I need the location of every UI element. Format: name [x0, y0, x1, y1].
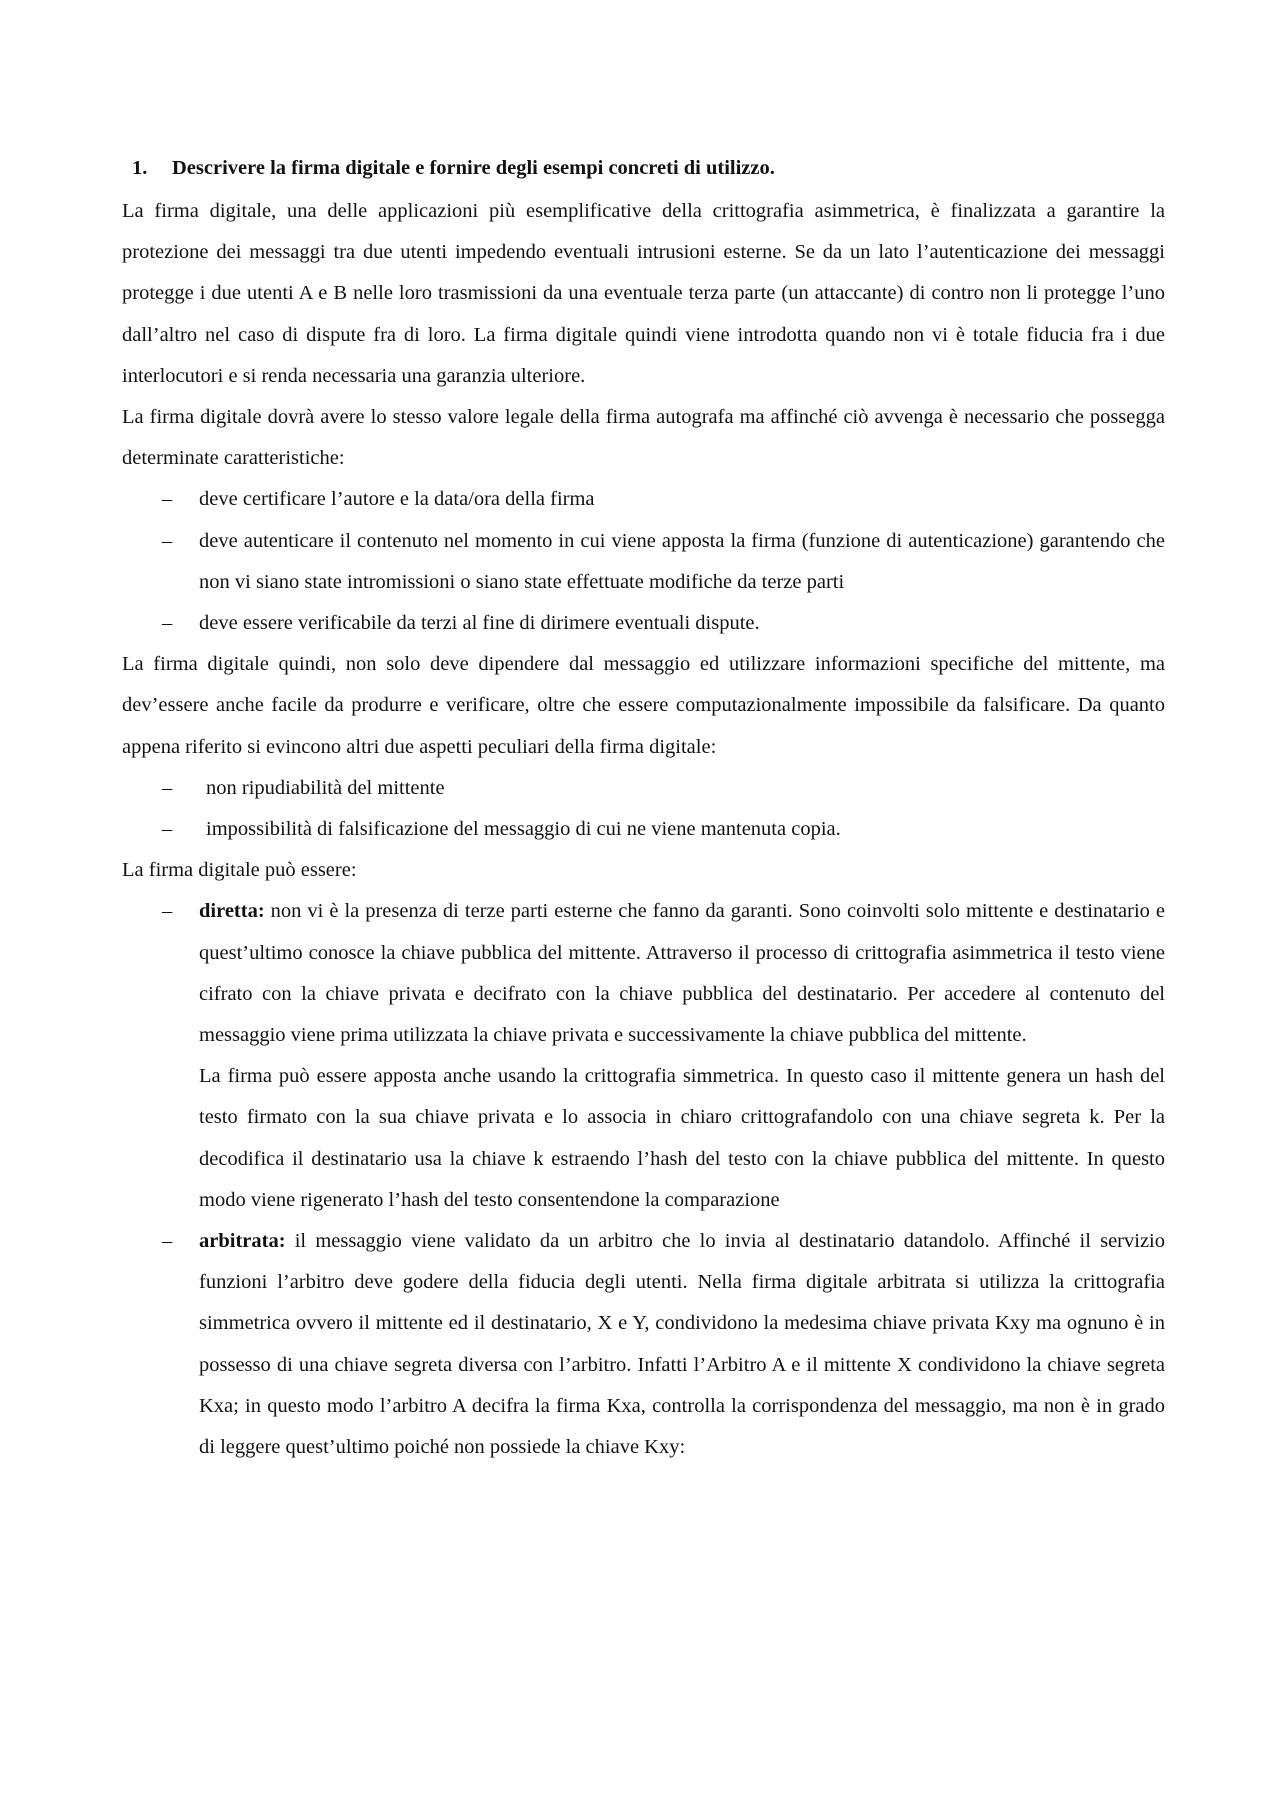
- diretta-text: non vi è la presenza di terze parti esterne che fanno da garanti. Sono coinvolti solo mittente e destinatario e quest’ultimo conosce la chiave pubblica del mittente. Attraverso il processo di crittografia asimmetrica il testo viene cifrato con la chiave privata e decifrato con la chiave pubblica del destinatario. Per accedere al contenuto del messaggio viene prima utilizzata la chiave privata e successivamente la chiave pubblica del mittente.: [199, 900, 1165, 1047]
- term-diretta: diretta:: [199, 900, 265, 923]
- diretta-text-symmetric: La firma può essere apposta anche usando la crittografia simmetrica. In questo caso il mittente genera un hash del testo firmato con la sua chiave privata e lo associa in chiaro crittografandolo con una chiave segreta k. Per la decodifica il destinatario usa la chiave k estraendo l’hash del testo con la chiave pubblica del mittente. In questo modo viene rigenerato l’hash del testo consentendone la comparazione: [199, 1065, 1165, 1211]
- list-item-text: deve autenticare il contenuto nel momento in cui viene apposta la firma (funzione di autenticazione) garantendo che non vi siano state intromissioni o siano state effettuate modifiche da terze parti: [199, 529, 1165, 593]
- list-item-arbitrata: [122, 1221, 1165, 1468]
- dash-bullet: –: [162, 776, 173, 799]
- list-item: [122, 768, 1165, 809]
- document-body: [122, 191, 1165, 1468]
- aspects-list: [122, 768, 1165, 850]
- dash-bullet: –: [162, 818, 173, 841]
- dash-bullet: –: [162, 900, 173, 923]
- dash-bullet: –: [162, 488, 173, 511]
- list-item-text: non ripudiabilità del mittente: [206, 776, 445, 799]
- heading-text: Descrivere la firma digitale e fornire degli esempi concreti di utilizzo.: [172, 157, 775, 179]
- paragraph-types: La firma digitale può essere:: [122, 859, 357, 882]
- paragraph-requirements: La firma digitale dovrà avere lo stesso valore legale della firma autografa ma affinché ciò avvenga è necessario che possegga determinate caratteristiche:: [122, 406, 1165, 470]
- paragraph-aspects: La firma digitale quindi, non solo deve dipendere dal messaggio ed utilizzare informazioni specifiche del mittente, ma dev’essere anche facile da produrre e verificare, oltre che essere computazionalmente impossibile da falsificare. Da quanto appena riferito si evincono altri due aspetti peculiari della firma digitale:: [122, 653, 1165, 758]
- paragraph-intro: La firma digitale, una delle applicazioni più esemplificative della crittografia asimmetrica, è finalizzata a garantire la protezione dei messaggi tra due utenti impedendo eventuali intrusioni esterne. Se da un lato l’autenticazione dei messaggi protegge i due utenti A e B nelle loro trasmissioni da una eventuale terza parte (un attaccante) di contro non li protegge l’uno dall’altro nel caso di dispute fra di loro. La firma digitale quindi viene introdotta quando non vi è totale fiducia fra i due interlocutori e si renda necessaria una garanzia ulteriore.: [122, 200, 1165, 387]
- list-item: [122, 809, 1165, 850]
- list-item-text: impossibilità di falsificazione del messaggio di cui ne viene mantenuta copia.: [206, 818, 841, 841]
- types-list: [122, 891, 1165, 1468]
- heading-number: 1.: [132, 157, 148, 179]
- section-heading: [132, 154, 775, 182]
- term-arbitrata: arbitrata:: [199, 1230, 286, 1253]
- dash-bullet: –: [162, 1230, 173, 1253]
- list-item-text: deve certificare l’autore e la data/ora della firma: [199, 488, 595, 511]
- list-item-text: deve essere verificabile da terzi al fine di dirimere eventuali dispute.: [199, 612, 760, 635]
- list-item: [122, 521, 1165, 603]
- list-item-diretta: [122, 891, 1165, 1221]
- requirements-list: [122, 479, 1165, 644]
- dash-bullet: –: [162, 529, 173, 552]
- list-item: [122, 479, 1165, 520]
- arbitrata-text: il messaggio viene validato da un arbitro che lo invia al destinatario datandolo. Affinché il servizio funzioni l’arbitro deve godere della fiducia degli utenti. Nella firma digitale arbitrata si utilizza la crittografia simmetrica ovvero il mittente ed il destinatario, X e Y, condividono la medesima chiave privata Kxy ma ognuno è in possesso di una chiave segreta diversa con l’arbitro. Infatti l’Arbitro A e il mittente X condividono la chiave segreta Kxa; in questo modo l’arbitro A decifra la firma Kxa, controlla la corrispondenza del messaggio, ma non è in grado di leggere quest’ultimo poiché non possiede la chiave Kxy:: [199, 1230, 1165, 1459]
- list-item: [122, 603, 1165, 644]
- dash-bullet: –: [162, 612, 173, 635]
